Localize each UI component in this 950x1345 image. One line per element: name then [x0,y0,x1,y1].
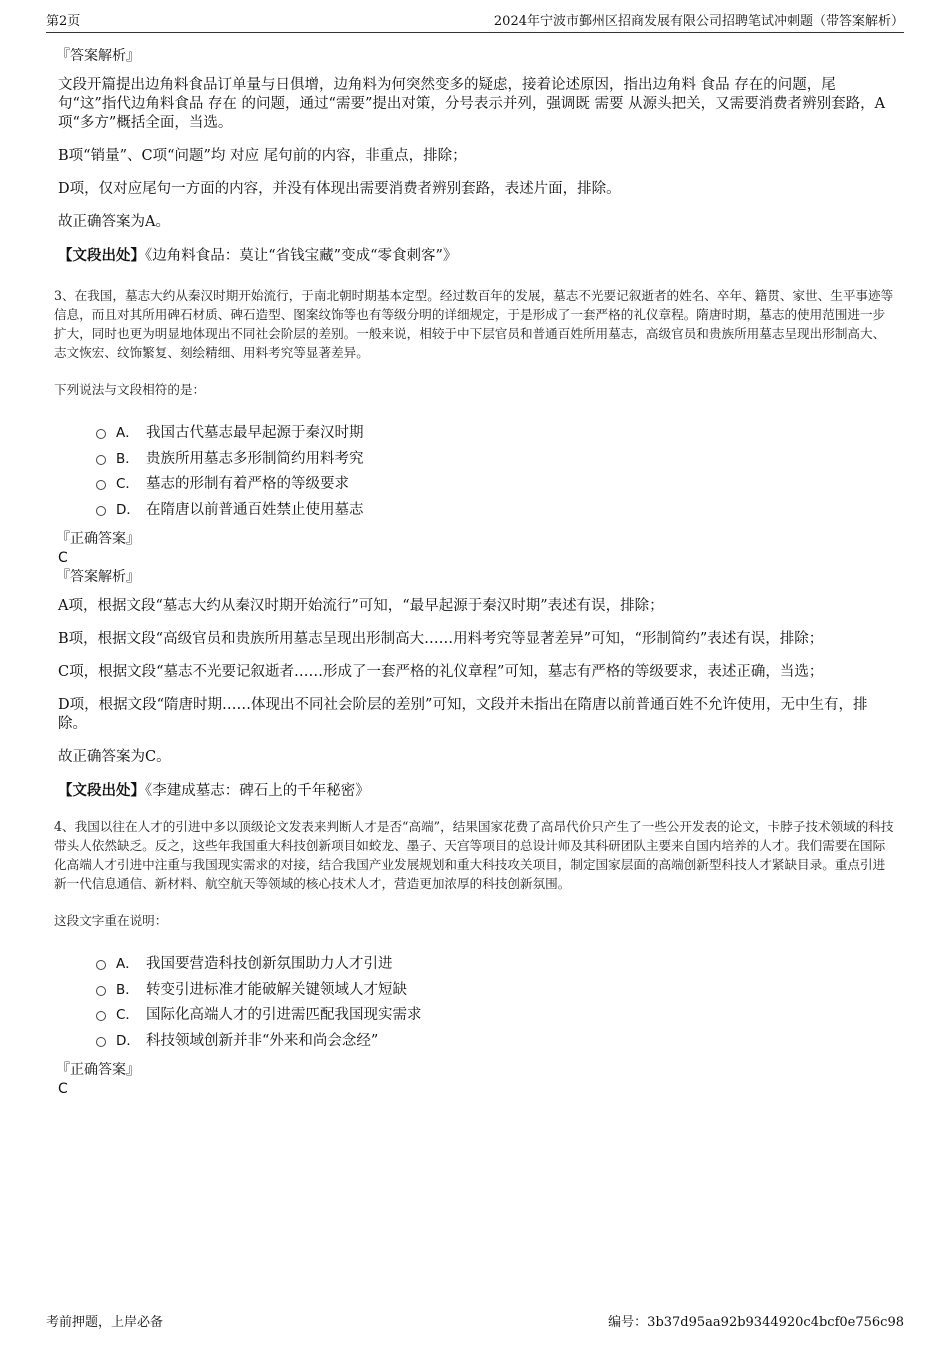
q2-analysis-2: B项“销量”、C项“问题”均 对应 尾句前的内容，非重点，排除； [58,148,467,164]
q4-option-c[interactable]: C． 国际化高端人才的引进需匹配我国现实需求 [96,1003,888,1029]
q4-stem: 4、我国以往在人才的引进中多以顶级论文发表来判断人才是否“高端”，结果国家花费了高昂代价只产生了一些公开发表的论文，卡脖子技术领域的科技带头人依然缺乏。反之，这些年我国重大科技创新项目如蛟龙、墨子、天宫等项目的总设计师及其科研团队主要来自国内培养的人才。我们需要在国际化高端人才引进中注重与我国现实需求的对接，结合我国产业发展规划和重大科技攻关项目，制定国家层面的高端创新型科技人才紧缺目录。重点引进新一代信息通信、新材料、航空航天等领域的核心技术人才，营造更加浓厚的科技创新氛围。 [54,819,894,891]
q3-source-title: 《李建成墓志：碑石上的千年秘密》 [145,783,370,799]
q3-option-a[interactable]: A． 我国古代墓志最早起源于秦汉时期 [96,421,888,447]
q3-answer-label: 『正确答案』 [56,531,140,547]
q3-options [96,421,888,523]
q2-analysis-1: 文段开篇提出边角料食品订单量与日俱增，边角料为何突然变多的疑虑，接着论述原因，指出边角料 食品 存在的问题，尾句“这”指代边角料食品 存在 的问题，通过“需要”提出对策，分号表示并列，强调既 需要 从源头把关，又需要消费者辨别套路，A项“多方”概括全面，当选。 [58,77,886,131]
radio-icon[interactable] [96,986,106,996]
radio-icon[interactable] [96,1011,106,1021]
q3-analysis-1: A项，根据文段“墓志大约从秦汉时期开始流行”可知，“最早起源于秦汉时期”表述有误，排除； [58,598,664,614]
q4-options [96,952,888,1054]
q4-option-a[interactable]: A． 我国要营造科技创新氛围助力人才引进 [96,952,888,978]
q4-answer: C [58,1081,68,1097]
q3-analysis-5: 故正确答案为C。 [58,749,171,765]
q4-option-d[interactable]: D． 科技领域创新并非“外来和尚会念经” [96,1029,888,1055]
radio-icon[interactable] [96,960,106,970]
q2-analysis-label: 『答案解析』 [56,48,140,64]
document-body [54,46,894,1098]
q3-option-c[interactable]: C． 墓志的形制有着严格的等级要求 [96,472,888,498]
page-number: 第2页 [46,14,81,29]
q2-source-label: 【文段出处】 [58,247,145,264]
radio-icon[interactable] [96,429,106,439]
q4-answer-label: 『正确答案』 [56,1062,140,1078]
page-footer [46,1312,904,1334]
q3-source-label: 【文段出处】 [58,782,145,799]
q3-option-b[interactable]: B． 贵族所用墓志多形制简约用料考究 [96,447,888,473]
radio-icon[interactable] [96,455,106,465]
footer-slogan: 考前押题，上岸必备 [46,1315,164,1330]
q3-analysis-3: C项，根据文段“墓志不光要记叙逝者……形成了一套严格的礼仪章程”可知，墓志有严格的等级要求，表述正确，当选； [58,664,824,680]
q3-source [58,781,888,801]
q2-analysis-3: D项，仅对应尾句一方面的内容，并没有体现出需要消费者辨别套路，表述片面，排除。 [58,181,621,197]
q3-stem: 3、在我国，墓志大约从秦汉时期开始流行，于南北朝时期基本定型。经过数百年的发展，墓志不光要记叙逝者的姓名、卒年、籍贯、家世、生平事迹等信息，而且对其所用碑石材质、碑石造型、图案纹饰等也有等级分明的详细规定，于是形成了一套严格的礼仪章程。隋唐时期，墓志的使用范围进一步扩大，同时也更为明显地体现出不同社会阶层的差别。一般来说，相较于中下层官员和普通百姓所用墓志，高级官员和贵族所用墓志呈现出形制高大、志文恢宏、纹饰繁复、刻绘精细、用料考究等显著差异。 [54,288,894,360]
q3-analysis-label: 『答案解析』 [56,569,140,585]
radio-icon[interactable] [96,1037,106,1047]
q2-source-title: 《边角料食品：莫让“省钱宝藏”变成“零食刺客”》 [145,248,458,264]
page-header [46,12,904,33]
q4-option-b[interactable]: B． 转变引进标准才能破解关键领域人才短缺 [96,978,888,1004]
document-title: 2024年宁波市鄞州区招商发展有限公司招聘笔试冲刺题（带答案解析） [493,14,904,29]
q3-analysis-4: D项，根据文段“隋唐时期……体现出不同社会阶层的差别”可知，文段并未指出在隋唐以前普通百姓不允许使用，无中生有，排除。 [58,697,868,732]
q3-answer: C [58,550,68,566]
q4-prompt: 这段文字重在说明： [54,913,168,928]
q2-analysis-4: 故正确答案为A。 [58,214,170,230]
q3-option-d[interactable]: D． 在隋唐以前普通百姓禁止使用墓志 [96,498,888,524]
q3-prompt: 下列说法与文段相符的是： [54,382,206,397]
radio-icon[interactable] [96,480,106,490]
q2-source [58,246,888,266]
footer-code: 编号：3b37d95aa92b9344920c4bcf0e756c98 [608,1315,904,1330]
q3-analysis-2: B项，根据文段“高级官员和贵族所用墓志呈现出形制高大……用料考究等显著差异”可知，“形制简约”表述有误，排除； [58,631,824,647]
radio-icon[interactable] [96,506,106,516]
